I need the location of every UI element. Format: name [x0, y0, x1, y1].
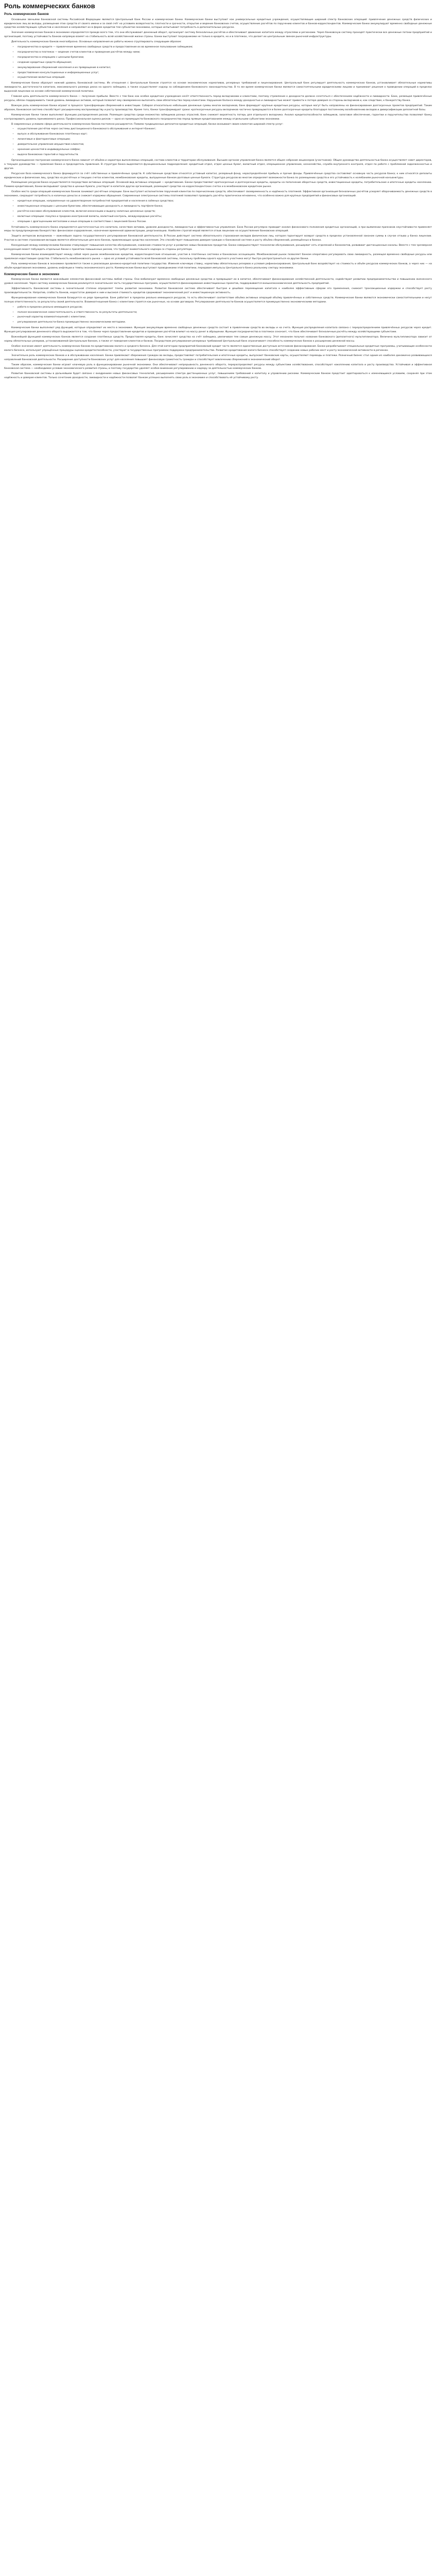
list-item: • аккумулирование сбережений населения и их превращение в капитал; — [18, 66, 432, 70]
list-item: • предоставление консультационных и информационных услуг; — [18, 71, 432, 75]
list-item: • рыночный характер взаимоотношений с клиентами; — [18, 315, 432, 319]
paragraph: Деятельность коммерческих банков многообразна. Основные направления их работы можно сгруппировать следующим образом: — [11, 41, 182, 44]
document-page — [0, 0, 436, 387]
article-subtitle: Роль коммерческих банков — [4, 12, 49, 16]
section-heading: Коммерческие банки в экономике — [4, 272, 60, 276]
list-item: • выпуск и обслуживание банковских платёжных карт; — [18, 132, 432, 137]
list-item: • посредничество в кредите — привлечение временно свободных средств и предоставление их во временное пользование заёмщикам; — [18, 45, 432, 49]
list-item: • работа в пределах реально имеющихся ресурсов; — [18, 306, 432, 310]
paragraph: Защита интересов вкладчиков — важнейшая задача государственного регулирования банковской деятельности. В России действует система обязательного страхования вкладов физических лиц, которая гарантирует возврат средств в пределах установленной законом суммы в случае отзыва у банка лицензии. Участие в системе страхования вкладов является обязательным для всех банков, привлекающих средства населения. Это способствует повышению доверия граждан к банковской системе и росту объёма сбережений, размещённых в банках. — [4, 235, 432, 242]
list-item: • инвестиционные операции с ценными бумагами, обеспечивающие доходность и ликвидность портфеля банка; — [18, 205, 432, 209]
paragraph: Главная цель деятельности коммерческого банка — получение прибыли. Вместе с тем банк как особое кредитное учреждение несёт ответственность перед вкладчиками и клиентами, поэтому стремление к доходности должно сочетаться с обеспечением надёжности и ликвидности. Банк, размещая привлечённые ресурсы, обязан поддерживать такой уровень ликвидных активов, который позволит ему своевременно выполнять свои обязательства перед клиентами. Нарушение баланса между доходностью и ликвидностью может привести к потере доверия со стороны вкладчиков и, как следствие, к банкротству банка. — [4, 95, 432, 102]
paragraph: Особое значение имеет деятельность коммерческих банков по кредитованию малого и среднего бизнеса. Для этой категории предприятий банковский кредит часто является единственным доступным источником финансирования. Банки разрабатывают специальные кредитные программы, учитывающие особенности малого бизнеса, используют упрощённые процедуры оценки кредитоспособности, участвуют в государственных программах поддержки предпринимательства. Развитие кредитования малого бизнеса способствует созданию новых рабочих мест и росту экономической активности в регионах. — [4, 345, 432, 352]
list-item: • операции с драгоценными металлами и иные операции в соответствии с лицензией Банка России. — [18, 220, 432, 224]
paragraph: Таким образом, коммерческие банки играют ключевую роль в функционировании рыночной экономики. Они обеспечивают непрерывность денежного оборота, перераспределяют ресурсы между субъектами хозяйствования, способствуют накоплению капитала и росту производства. Устойчивая и эффективная банковская система — необходимое условие экономического развития страны, и поэтому государство уделяет особое внимание регулированию и надзору за деятельностью коммерческих банков. — [4, 363, 432, 370]
paragraph: Коммерческие банки взаимодействуют между собой через рынок межбанковских кредитов, корреспондентские отношения, участие в платёжных системах и банковских ассоциациях. Межбанковский рынок позволяет банкам оперативно регулировать свою ликвидность, размещая временно свободные ресурсы или привлекая недостающие средства. Стабильность межбанковского рынка — одно из условий устойчивости всей банковской системы, поскольку проблемы одного крупного участника могут быстро распространиться на другие банки. — [4, 253, 432, 260]
paragraph: Эффективность банковской системы в значительной степени определяет темпы развития экономики. Развитая банковская система обеспечивает быстрое и дешёвое перемещение капитала к наиболее эффективным сферам его применения, снижает транзакционные издержки и способствует росту производительности. Напротив, слабость банков, недостаток доверия к ним и высокая стоимость кредитов сдерживают экономический рост и инвестиционную активность. — [4, 287, 432, 294]
paragraph: Коммерческие банки также выполняют функцию распределения рисков. Размещая средства среди множества заёмщиков разных отраслей, банк снижает вероятность потерь для отдельного вкладчика. Анализ кредитоспособности заёмщиков, залоговое обеспечение, гарантии и поручительства позволяют банку контролировать уровень принимаемого риска. Профессиональная оценка рисков — одно из преимуществ банковского посредничества перед прямым кредитованием между отдельными субъектами экономики. — [4, 113, 432, 121]
list-item: • осуществление валютных операций. — [18, 76, 432, 80]
list-item: • валютные операции: покупка и продажа иностранной валюты, валютный контроль, международные расчёты; — [18, 215, 432, 219]
list-item: • доверительное управление имуществом клиентов; — [18, 143, 432, 147]
paragraph: Особое место среди операций коммерческих банков занимают расчётные операции. Банк выступает исполнителем поручений клиентов по перечислению средств, обеспечивает своевременность и надёжность платежей. Эффективная организация безналичных расчётов ускоряет оборачиваемость денежных средств в экономике, сокращает потребность в наличных деньгах и снижает издержки обращения. Современные электронные системы платежей позволяют проводить расчёты практически мгновенно, что особенно важно для крупных предприятий и финансовых организаций. — [4, 191, 432, 198]
paragraph: В современных условиях сфера деятельности коммерческих банков постоянно расширяется. Помимо традиционных депозитно-кредитных операций, банки оказывают своим клиентам широкий спектр услуг: — [11, 123, 284, 126]
paragraph: Значительна роль коммерческих банков и в обслуживании населения. Банки привлекают сбережения граждан во вклады, предоставляют потребительские и ипотечные кредиты, выпускают банковские карты, осуществляют переводы и платежи. Розничный бизнес стал одним из наиболее динамично развивающихся направлений банковской деятельности. Расширение доступности банковских услуг для населения повышает финансовую грамотность граждан и способствует вовлечению сбережений в экономический оборот. — [4, 354, 432, 361]
list-item: • лизинговые и факторинговые операции; — [18, 138, 432, 142]
paragraph: Функционирование коммерческих банков базируется на ряде принципов. Банк работает в пределах реально имеющихся ресурсов, то есть обеспечивает соответствие объёма активных операций объёму привлечённых и собственных средств. Коммерческие банки являются экономически самостоятельными и несут полную ответственность за результаты своей деятельности. Взаимоотношения банка с клиентами строятся как рыночные, на основе договоров. Регулирование деятельности банков осуществляется преимущественно экономическими методами. — [4, 296, 432, 303]
bullet-list — [4, 127, 432, 157]
paragraph: Устойчивость коммерческого банка определяется достаточностью его капитала, качеством активов, уровнем доходности, ликвидностью и эффективностью управления. Банк России регулярно проводит анализ финансового положения кредитных организаций, а при выявлении признаков неустойчивости применяет меры по предупреждению банкротства: финансовое оздоровление, назначение временной администрации, реорганизацию. Наиболее строгой мерой является отзыв лицензии на осуществление банковских операций. — [4, 226, 432, 233]
list-item: • осуществление расчётов через системы дистанционного банковского обслуживания и интернет-банкинг; — [18, 127, 432, 131]
paragraph: Коммерческие банки выполняют ряд функций, которые определяют их место в экономике. Функция аккумуляции временно свободных денежных средств состоит в привлечении средств во вклады и на счета. Функция распределения капитала связана с перераспределением привлечённых ресурсов через кредит. Функция регулирования денежного оборота выражается в том, что банки через предоставление кредитов и проведение расчётов влияют на массу денег в обращении. Функция посредничества в платежах означает, что банк обеспечивает безналичные расчёты между хозяйствующими субъектами. — [4, 327, 432, 334]
list-item: • создание кредитных средств обращения; — [18, 61, 432, 65]
list-item: • полная экономическая самостоятельность и ответственность за результаты деятельности; — [18, 311, 432, 315]
paragraph: Коммерческие банки являются важнейшим элементом финансовой системы любой страны. Они мобилизуют временно свободные денежные средства и превращают их в капитал, обеспечивают финансирование хозяйственной деятельности, содействуют развитию предпринимательства и повышению жизненного уровня населения. Через систему коммерческих банков реализуется значительная часть государственных программ, осуществляется финансирование инвестиционных проектов, поддерживается внешнеэкономическая деятельность предприятий. — [4, 278, 432, 285]
bullet-list — [4, 199, 432, 224]
paragraph: Ресурсная база коммерческого банка формируется за счёт собственных и привлечённых средств. К собственным средствам относятся уставный капитал, резервный фонд, нераспределённая прибыль и прочие фонды. Привлечённые средства составляют основную часть ресурсов банка; к ним относятся депозиты юридических и физических лиц, средства на расчётных и текущих счетах клиентов, межбанковские кредиты, выпущенные банком долговые ценные бумаги. Структура ресурсов во многом определяет возможности банка по размещению средств и его устойчивость к колебаниям рыночной конъюнктуры. — [4, 172, 432, 179]
paragraph: Важнейшей функцией коммерческих банков является создание платёжных средств. Предоставляя кредиты, банк зачисляет средства на счёт заёмщика, увеличивая тем самым денежную массу. Этот механизм получил название банковского (депозитного) мультипликатора. Величина мультипликатора зависит от нормы обязательных резервов, устанавливаемой Центральным банком, а также от поведения клиентов и банков. Посредством регулирования резервных требований Центральный банк ограничивает способность коммерческих банков к расширению денежной массы. — [4, 336, 432, 343]
bullet-list — [4, 45, 432, 80]
paragraph: Организационное построение коммерческого банка зависит от объёма и характера выполняемых операций, состава клиентов и территории обслуживания. Высшим органом управления банка является общее собрание акционеров (участников). Общее руководство деятельностью банка осуществляет совет директоров, а текущее руководство — правление банка и председатель правления. В структуре банка выделяются функциональные подразделения: кредитный отдел, отдел ценных бумаг, валютный отдел, операционное управление, казначейство, служба внутреннего контроля, отдел по работе с проблемной задолженностью и другие. — [4, 159, 432, 170]
list-item: • хранение ценностей в индивидуальных сейфах; — [18, 148, 432, 152]
paragraph: Роль коммерческих банков в экономике проявляется также в реализации денежно-кредитной политики государства. Изменяя ключевую ставку, нормативы обязательных резервов и условия рефинансирования, Центральный банк воздействует на стоимость и объём ресурсов коммерческих банков, а через них — на объём кредитования экономики, уровень инфляции и темпы экономического роста. Коммерческие банки выступают проводниками этой политики, передавая импульсы Центрального банка реальному сектору экономики. — [4, 262, 432, 269]
paragraph: Развитие банковской системы в дальнейшем будет связано с внедрением новых финансовых технологий, расширением спектра дистанционных услуг, повышением требований к капиталу и управлению рисками. Коммерческим банкам предстоит адаптироваться к изменяющимся условиям, сохраняя при этом надёжность и доверие клиентов. Только сочетание доходности, ликвидности и надёжности позволит банкам успешно выполнять свою роль в экономике и способствовать её устойчивому росту. — [4, 372, 432, 380]
list-item: • регулирование деятельности банка преимущественно экономическими методами. — [18, 320, 432, 325]
paragraph: Коммерческие банки образуют нижний уровень банковской системы. Их отношения с Центральным банком строятся на основе экономических нормативов, резервных требований и лицензирования. Центральный банк регулирует деятельность коммерческих банков, устанавливает обязательные нормативы ликвидности, достаточности капитала, максимального размера риска на одного заёмщика, а также осуществляет надзор за соблюдением банковского законодательства. В то же время коммерческие банки являются самостоятельными юридическими лицами и принимают решения о проведении операций в пределах выданной лицензии на основе собственной коммерческой политики. — [4, 82, 432, 93]
page-title: Роль коммерческих банков — [4, 2, 95, 10]
list-item: • посредничество в операциях с ценными бумагами; — [18, 56, 432, 60]
list-item: • посредничество в платежах — ведение счетов клиентов и проведение расчётов между ними; — [18, 50, 432, 55]
paragraph: Основными звеньями банковской системы Российской Федерации являются Центральный банк России и коммерческие банки. Коммерческие банки выступают как универсальные кредитные учреждения, осуществляющие широкий спектр банковских операций: привлечение денежных средств физических и юридических лиц во вклады, размещение этих средств от своего имени и за свой счёт на условиях возвратности, платности и срочности, открытие и ведение банковских счетов, осуществление расчётов по поручению клиентов и банков-корреспондентов. Коммерческие банки аккумулируют временно свободные денежные средства хозяйствующих субъектов и населения и направляют их в форме кредитов тем субъектам экономики, которые испытывают потребность в дополнительных ресурсах. — [4, 18, 432, 29]
paragraph: Размещение ресурсов банка осуществляется посредством активных операций. Основной вид активных операций — кредитование. Банки предоставляют краткосрочные и долгосрочные кредиты, кредиты на пополнение оборотных средств, инвестиционные кредиты, потребительские и ипотечные кредиты населению. Помимо кредитования, банки вкладывают средства в ценные бумаги, участвуют в капитале других организаций, размещают средства на корреспондентских счетах и в межбанковском кредитном рынке. — [4, 181, 432, 189]
paragraph: Значение коммерческих банков в экономике определяется прежде всего тем, что они обслуживают денежный оборот, организуют систему безналичных расчётов и обеспечивают движение капитала между отраслями и регионами. Через банковскую систему проходят практически все денежные потоки предприятий и организаций, поэтому устойчивость банков напрямую влияет на стабильность всей хозяйственной жизни страны. Банки выступают посредниками не только в кредите, но и в платежах, что делает их центральным звеном рыночной инфраструктуры. — [4, 31, 432, 39]
paragraph: Конкуренция между коммерческими банками стимулирует повышение качества обслуживания, снижение стоимости услуг и развитие новых банковских продуктов. Банки совершенствуют технологии обслуживания, расширяют сеть отделений и банкоматов, развивают дистанционные каналы. Вместе с тем чрезмерная конкуренция может побуждать отдельные банки к принятию повышенных рисков, что требует внимательного надзора со стороны регулятора. — [4, 244, 432, 251]
list-item: • выдача банковских гарантий и поручительств. — [18, 153, 432, 157]
list-item: • расчётно-кассовое обслуживание клиентов, включая инкассацию и выдачу наличных денежных средств; — [18, 210, 432, 214]
list-item: • кредитные операции, направленные на удовлетворение потребностей предприятий и населения в заёмных средствах; — [18, 199, 432, 204]
paragraph: Важную роль коммерческие банки играют в процессе трансформации сбережений в инвестиции. Собирая относительно небольшие денежные суммы многих вкладчиков, банк формирует крупные кредитные ресурсы, которые могут быть направлены на финансирование долгосрочных проектов предприятий. Таким образом, банковская система способствует расширенному воспроизводству и росту производства. Кроме того, банки трансформируют сроки: краткосрочные ресурсы вкладчиков частично превращаются в более долгосрочные кредиты благодаря постоянному возобновлению вкладов и диверсификации депозитной базы. — [4, 104, 432, 111]
bullet-list — [4, 306, 432, 325]
